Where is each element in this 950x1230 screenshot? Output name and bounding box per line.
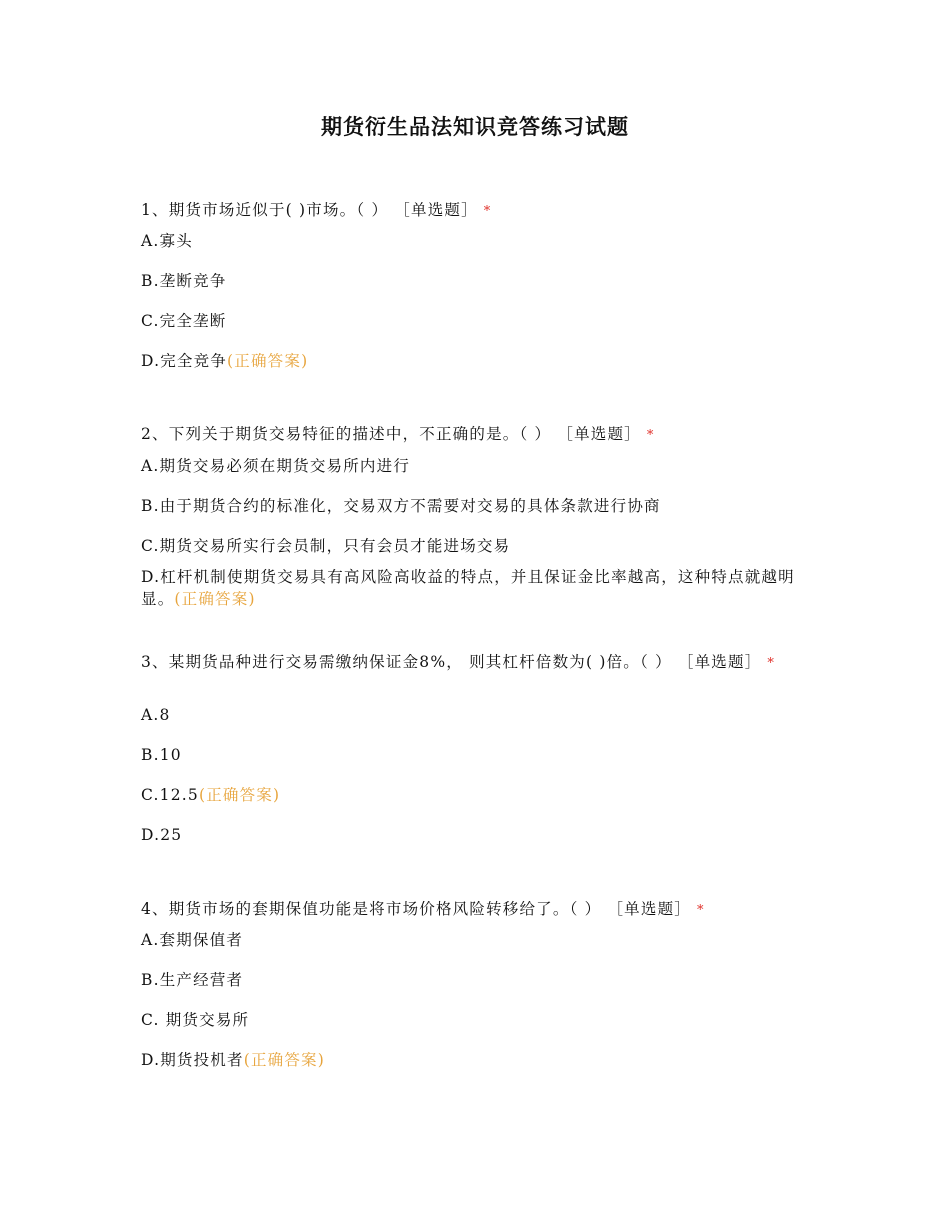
- option-text: D.期货投机者: [141, 1051, 244, 1069]
- required-asterisk: *: [646, 428, 655, 443]
- question-4-option-d: [141, 1049, 806, 1071]
- question-4-option-b: [141, 969, 806, 991]
- correct-answer-label: (正确答案): [174, 590, 256, 608]
- question-2-option-b: [141, 495, 806, 517]
- option-text: A.期货交易必须在期货交易所内进行: [141, 457, 411, 475]
- question-3-option-c: [141, 784, 806, 806]
- option-text: C.完全垄断: [141, 312, 227, 330]
- question-3-option-b: [141, 744, 806, 766]
- option-text: B.10: [141, 746, 182, 764]
- required-asterisk: *: [483, 204, 492, 219]
- required-asterisk: *: [696, 903, 705, 918]
- question-text: 1、期货市场近似于( )市场。（ ） ［单选题］: [141, 201, 478, 219]
- question-1-option-c: [141, 310, 806, 332]
- option-text: B.垄断竞争: [141, 272, 227, 290]
- option-text: C.期货交易所实行会员制，只有会员才能进场交易: [141, 537, 511, 555]
- question-3-option-d: [141, 824, 806, 846]
- option-text: D.25: [141, 826, 183, 844]
- correct-answer-label: (正确答案): [243, 1051, 325, 1069]
- question-1-title: [141, 199, 806, 223]
- question-2-option-a: [141, 455, 806, 477]
- question-text: 3、某期货品种进行交易需缴纳保证金8%， 则其杠杆倍数为( )倍。（ ） ［单选题］: [141, 653, 762, 671]
- question-1-option-a: [141, 230, 806, 252]
- page-title: 期货衍生品法知识竞答练习试题: [321, 115, 629, 139]
- correct-answer-label: (正确答案): [227, 352, 309, 370]
- option-text: A.8: [141, 706, 171, 724]
- question-text: 4、期货市场的套期保值功能是将市场价格风险转移给了。（ ） ［单选题］: [141, 900, 691, 918]
- question-4-option-a: [141, 929, 806, 951]
- option-text: A.寡头: [141, 232, 193, 250]
- option-text: D.完全竞争: [141, 352, 228, 370]
- question-2-title: [141, 423, 806, 447]
- question-1-option-d: [141, 350, 806, 372]
- question-2-option-d: [141, 566, 806, 610]
- option-text: C.12.5: [141, 786, 199, 804]
- correct-answer-label: (正确答案): [198, 786, 281, 804]
- question-text: 2、下列关于期货交易特征的描述中，不正确的是。（ ） ［单选题］: [141, 425, 641, 443]
- option-text: B.生产经营者: [141, 971, 244, 989]
- option-text: C. 期货交易所: [141, 1011, 250, 1029]
- question-2-option-c: [141, 535, 806, 557]
- question-4-title: [141, 898, 806, 922]
- required-asterisk: *: [767, 656, 776, 671]
- option-text: B.由于期货合约的标准化，交易双方不需要对交易的具体条款进行协商: [141, 497, 661, 515]
- option-text: A.套期保值者: [141, 931, 244, 949]
- question-4-option-c: [141, 1009, 806, 1031]
- option-text: D.杠杆机制使期货交易具有高风险高收益的特点，并且保证金比率越高，这种特点就越明显。: [141, 568, 795, 608]
- question-1-option-b: [141, 270, 806, 292]
- question-3-title: [141, 651, 806, 675]
- question-3-option-a: [141, 704, 806, 726]
